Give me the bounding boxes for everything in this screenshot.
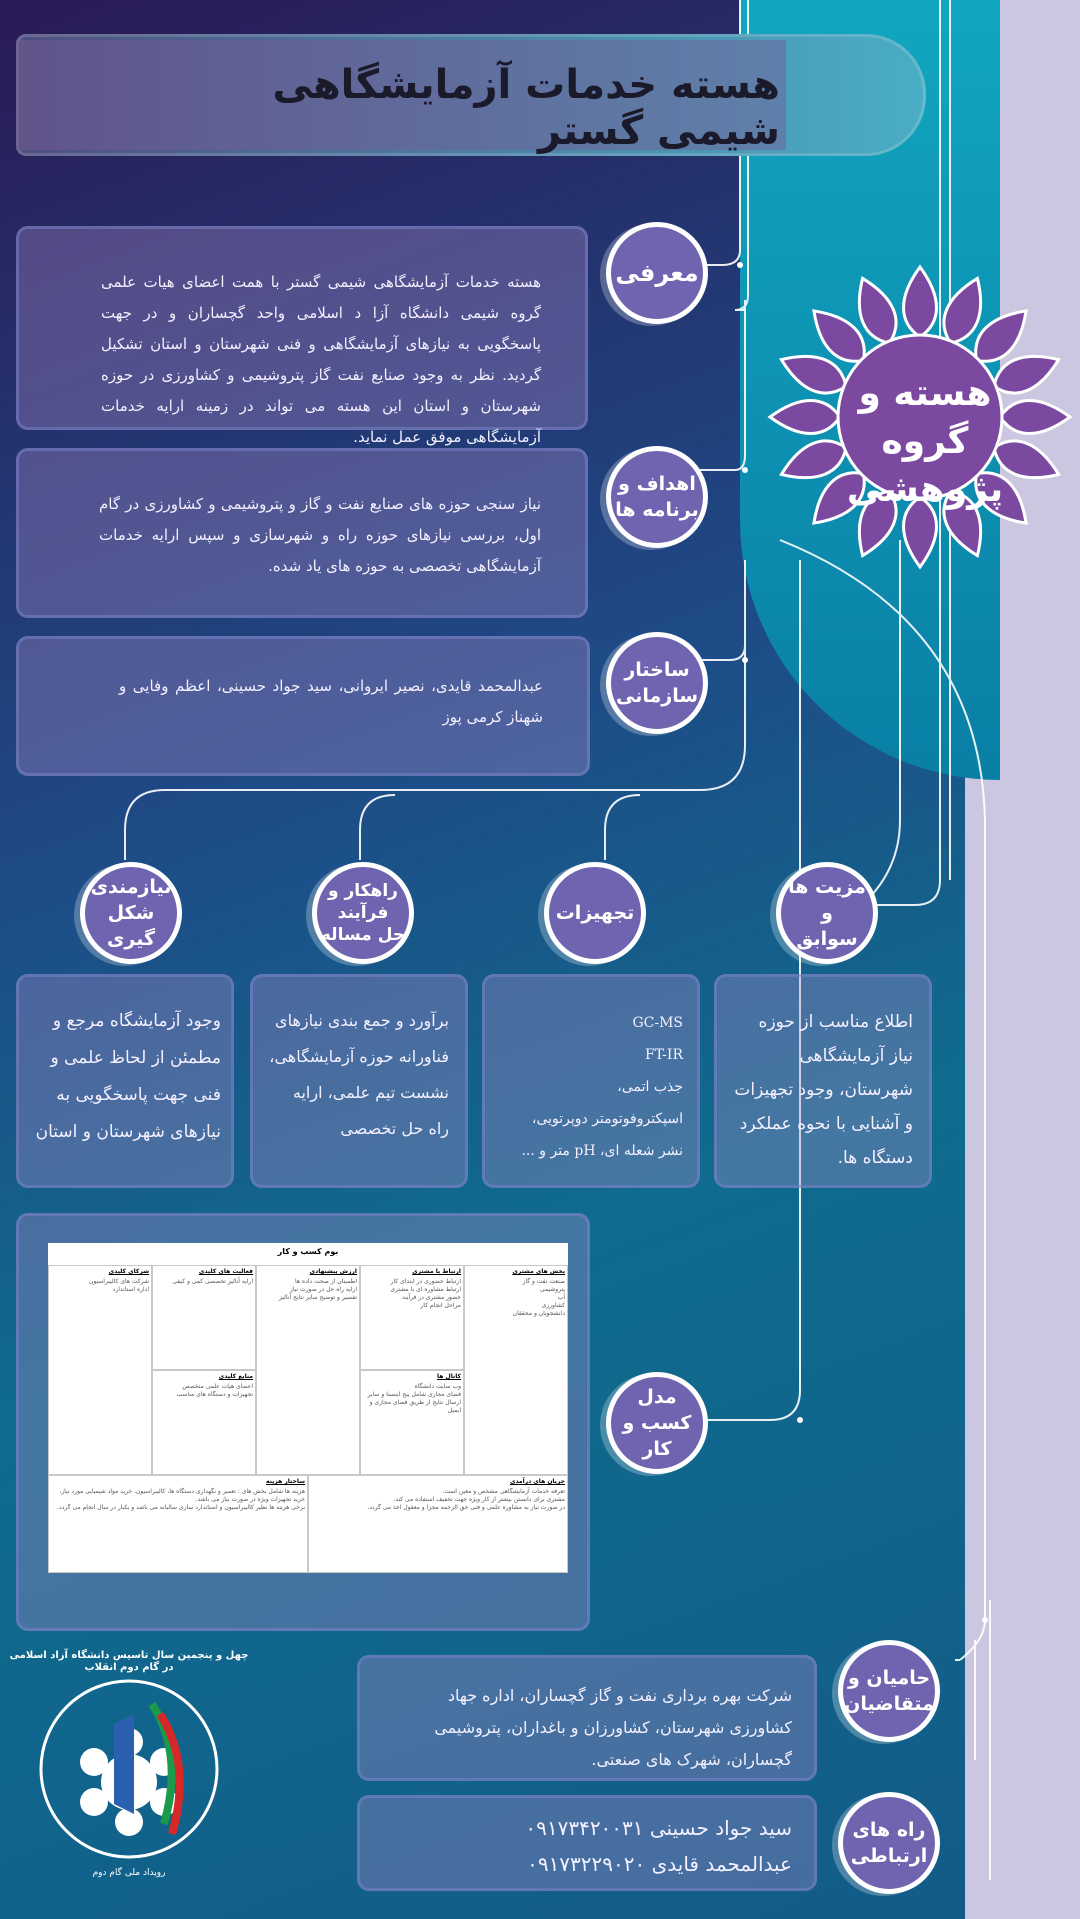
need-label-line2: شکل گیری xyxy=(106,902,156,950)
bmc-channels-body: وب سایت دانشگاه فضای مجازی شامل پیج اینستا و سایر ارسال نتایج از طریق فضای مجازی و ایمیل xyxy=(367,1383,461,1414)
bmc-value-head: ارزش پیشنهادی xyxy=(309,1268,357,1275)
sponsors-box xyxy=(357,1655,817,1781)
sponsors-text: شرکت بهره برداری نفت و گاز گچساران، اداره جهاد کشاورزی شهرستان، کشاورزان و باغداران، پتروشیمی گچساران، شهرک های صنعتی. xyxy=(434,1686,792,1769)
bmc-cost xyxy=(48,1475,308,1573)
bmc-value xyxy=(256,1265,360,1475)
contact-label-line1: راه های xyxy=(852,1819,926,1841)
bmc-revenue-body: تعرفه خدمات آزمایشگاهی مشخص و معین است. مشتری برای دانستن بیشتر از کار ویژه جهت تخفیف استفاده می کند. در صورت نیاز به مشاوره علمی و فنی حق الزحمه مجزا و معقول اخذ می گردد. xyxy=(367,1488,565,1511)
contact-box xyxy=(357,1795,817,1891)
bmc-resources-body: اعضای هیات علمی متخصص تجهیزات و دستگاه های مناسب xyxy=(176,1383,253,1398)
solution-text: برآورد و جمع بندی نیازهای فناورانه حوزه آزمایشگاهی، نشست تیم علمی، ارایه راه حل تخصصی xyxy=(269,1011,449,1138)
goals-label-line2: برنامه ها xyxy=(615,499,699,521)
anniversary-logo xyxy=(9,1650,249,1894)
intro-text: هسته خدمات آزمایشگاهی شیمی گستر با همت اعضای هیات علمی گروه شیمی دانشگاه آزا د اسلامی واحد گچساران و در جهت پاسخگویی به نیازهای آزمایشگاهی و فنی شهرستان و استان تشکیل گردید. نظر به وجود صنایع نفت گاز پتروشیمی و کشاورزی در حوزه شهرستان و استان این هسته می تواند در زمینه ارایه خدمات آزمایشگاهی موفق عمل نماید. xyxy=(101,273,541,446)
logo-bottom-text: رویداد ملی گام دوم xyxy=(92,1868,166,1878)
business-model-circle xyxy=(606,1372,708,1474)
equipment-item: GC-MS xyxy=(632,1015,683,1031)
bmc-partners-head: شرکای کلیدی xyxy=(108,1268,149,1275)
bmc-cost-body: هزینه ها شامل بخش های : تعمیر و نگهداری دستگاه ها، کالیبراسیون، خرید مواد شیمیایی مورد نیاز، خرید تجهیزات ویژه در صورت نیاز می باشد. برخی هزینه ها نظیر کالیبراسیون و استاندارد سازی سالیانه می باشد و یکبار در سال انجام می گردد. xyxy=(57,1488,305,1511)
equipment-item: FT-IR xyxy=(644,1047,683,1063)
intro-circle xyxy=(606,222,708,324)
equipment-item: جذب اتمی، xyxy=(617,1079,683,1095)
goals-label-line1: اهداف و xyxy=(618,473,696,495)
advantages-label-line1: مزیت ها و xyxy=(788,876,866,924)
solution-box xyxy=(250,974,468,1188)
badge-line1: هسته و گروه xyxy=(858,373,992,462)
equipment-item: نشر شعله ای، pH متر و ... xyxy=(521,1143,683,1159)
bmc-segments xyxy=(464,1265,568,1475)
bmc-activities-body: ارایه آنالیز تخصصی کمی و کیفی xyxy=(172,1278,253,1285)
bmc-value-body: اطمینان از صحت داده ها ارایه راه حل در صورت نیاز تفسیر و توضیح سایر نتایج آنالیز xyxy=(279,1278,357,1301)
advantages-circle xyxy=(776,862,878,964)
goals-box xyxy=(16,448,588,618)
contact-circle xyxy=(838,1792,940,1894)
advantages-box xyxy=(714,974,932,1188)
research-group-badge xyxy=(810,370,1040,514)
bmc-activities xyxy=(152,1265,256,1370)
solution-label-line3: حل مساله xyxy=(320,925,406,945)
anniversary-emblem-icon xyxy=(34,1664,224,1894)
bmc-segments-body: صنعت نفت و گاز پتروشیمی آب کشاورزی دانشجویان و محققان xyxy=(512,1278,565,1317)
bmc-resources xyxy=(152,1370,256,1475)
bmc-revenue-head: جریان های درآمدی xyxy=(509,1478,565,1485)
contact-line1: سید جواد حسینی ۰۹۱۷۳۴۲۰۰۳۱ xyxy=(525,1816,792,1840)
bmc-title: بوم کسب و کار xyxy=(277,1247,339,1256)
intro-label: معرفی xyxy=(615,259,699,287)
bmc-segments-head: بخش های مشتری xyxy=(512,1268,565,1275)
bmc-partners xyxy=(48,1265,152,1475)
goals-text: نیاز سنجی حوزه های صنایع نفت و گاز و پتروشیمی و کشاورزی در گام اول، بررسی نیازهای حوزه راه و شهرسازی و سپس ارایه خدمات آزمایشگاهی تخصصی به حوزه های یاد شده. xyxy=(99,495,541,575)
structure-label-line1: ساختار xyxy=(624,659,690,681)
business-label-line2: کسب و کار xyxy=(622,1412,692,1460)
bmc-relations xyxy=(360,1265,464,1370)
equipment-item: اسپکتروفوتومتر دوپرتویی، xyxy=(531,1111,683,1127)
advantages-label-line2: سوابق xyxy=(796,928,858,950)
solution-circle xyxy=(312,862,414,964)
badge-line2: پژوهشی xyxy=(846,469,1004,510)
need-box xyxy=(16,974,234,1188)
advantages-text: اطلاع مناسب از حوزه نیاز آزمایشگاهی شهرستان، وجود تجهیزات و آشنایی با نحوه عملکرد دستگاه ها. xyxy=(734,1012,913,1168)
solution-label-line1: راهکار و xyxy=(328,881,398,901)
bmc-channels xyxy=(360,1370,464,1475)
structure-circle xyxy=(606,632,708,734)
bmc-relations-body: ارتباط حضوری در ابتدای کار ارتباط مشاوره ای با مشتری حضور مشتری در فرآیند مراحل انجام کار xyxy=(390,1278,461,1309)
equipment-box xyxy=(482,974,700,1188)
need-circle xyxy=(80,862,182,964)
equipment-label: تجهیزات xyxy=(555,902,635,924)
bmc-channels-head: کانال ها xyxy=(437,1373,461,1380)
need-text: وجود آزمایشگاه مرجع و مطمئن از لحاظ علمی و فنی جهت پاسخگویی به نیازهای شهرستان و استان xyxy=(35,1011,221,1142)
contact-label-line2: ارتباطی xyxy=(850,1845,928,1867)
business-label-line1: مدل xyxy=(637,1386,677,1408)
sponsors-label-line1: حامیان و xyxy=(847,1667,931,1689)
solution-label-line2: فرآیند xyxy=(337,903,389,923)
sponsors-label-line2: متقاضیان xyxy=(844,1693,934,1715)
business-model-canvas xyxy=(48,1243,568,1573)
structure-label-line2: سازمانی xyxy=(616,685,699,707)
need-label-line1: نیازمندی xyxy=(90,876,172,898)
bmc-revenue xyxy=(308,1475,568,1573)
goals-circle xyxy=(606,446,708,548)
contact-line2: عبدالمحمد قایدی ۰۹۱۷۳۲۲۹۰۲۰ xyxy=(527,1852,792,1876)
logo-ring-text: چهل و پنجمین سال تاسیس دانشگاه آزاد اسلامی در گام دوم انقلاب xyxy=(9,1650,249,1673)
bmc-partners-body: شرکت های کالیبراسیون اداره استاندارد xyxy=(88,1278,149,1293)
bmc-resources-head: منابع کلیدی xyxy=(218,1373,253,1380)
sponsors-circle xyxy=(838,1640,940,1742)
structure-text: عبدالمحمد قایدی، نصیر ایروانی، سید جواد حسینی، اعظم وفایی و شهناز کرمی پوز xyxy=(119,677,543,726)
page-title: هسته خدمات آزمایشگاهی شیمی گستر xyxy=(272,62,780,154)
bmc-cost-head: ساختار هزینه xyxy=(266,1478,305,1485)
bmc-activities-head: فعالیت های کلیدی xyxy=(198,1268,253,1275)
equipment-circle xyxy=(544,862,646,964)
structure-box xyxy=(16,636,590,776)
intro-box xyxy=(16,226,588,446)
bmc-relations-head: ارتباط با مشتری xyxy=(412,1268,461,1275)
